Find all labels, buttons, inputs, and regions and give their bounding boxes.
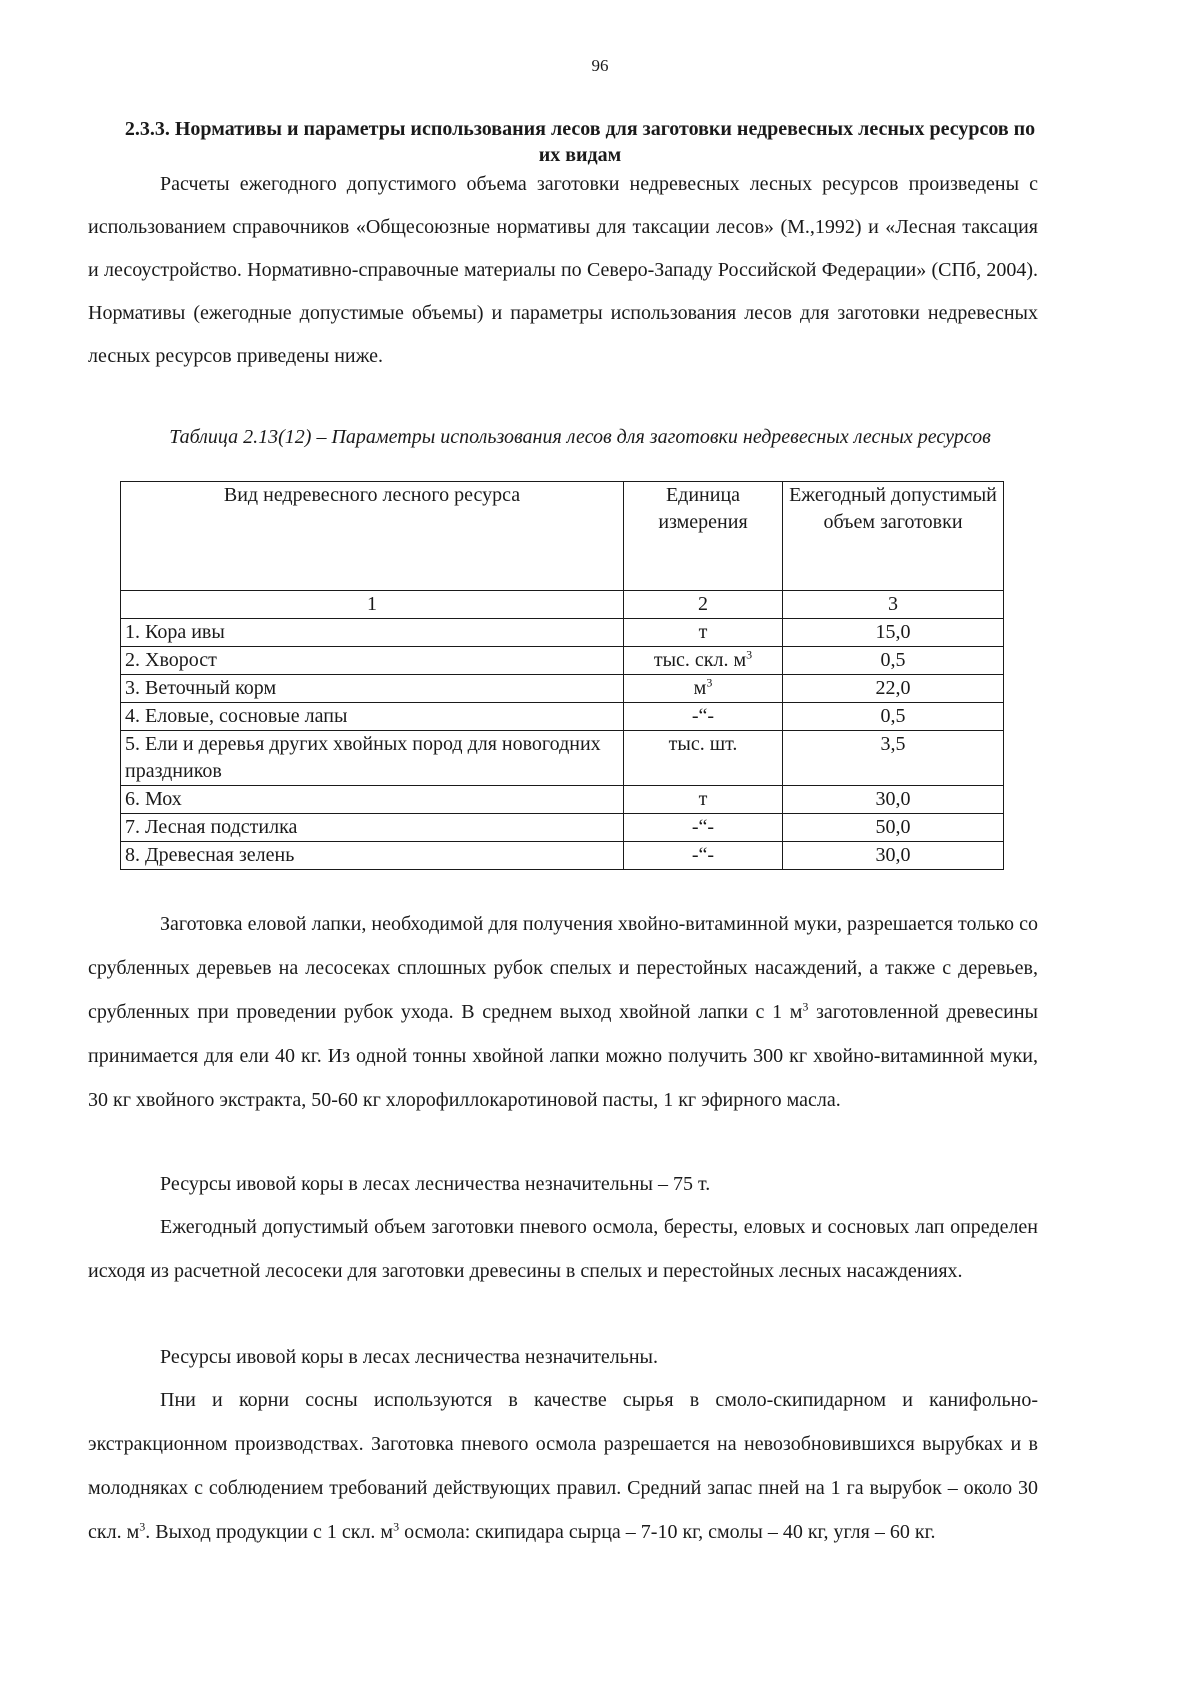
table-row: [121, 814, 1004, 842]
cell-volume: 0,5: [783, 703, 1004, 731]
superscript: 3: [139, 1519, 146, 1534]
header-unit: Единица измерения: [624, 482, 783, 591]
page-number: 96: [591, 56, 609, 75]
body-paragraph-stumps: [88, 1378, 1038, 1554]
body-paragraph-volume: Ежегодный допустимый объем заготовки пневого осмола, бересты, еловых и сосновых лап определен исходя из расчетной лесосеки для заготовки древесины в спелых и перестойных лесных насаждениях.: [88, 1216, 1038, 1282]
unit-text: т: [698, 621, 708, 643]
resources-table: [120, 481, 1004, 870]
paragraph-text: заготовленной древесины принимается для ели 40 кг. Из одной тонны хвойной лапки можно получить 300 кг хвойно-витаминной муки, 30 кг хвойного экстракта, 50-60 кг хлорофиллокаротиновой пасты, 1 кг эфирного масла.: [88, 1001, 1038, 1111]
cell-resource: 4. Еловые, сосновые лапы: [121, 703, 624, 731]
cell-unit: [624, 675, 783, 703]
superscript: 3: [393, 1519, 400, 1534]
unit-text: -“-: [691, 705, 715, 727]
header-resource: Вид недревесного лесного ресурса: [121, 482, 624, 591]
table-header-row: [121, 482, 1004, 591]
cell-volume: 3,5: [783, 731, 1004, 786]
unit-text: м: [693, 677, 707, 699]
unit-text: -“-: [691, 844, 715, 866]
table-row: [121, 731, 1004, 786]
cell-volume: 50,0: [783, 814, 1004, 842]
body-paragraph-spruce: [88, 902, 1038, 1122]
cell-volume: 15,0: [783, 619, 1004, 647]
cell-volume: 22,0: [783, 675, 1004, 703]
cell-unit: [624, 731, 783, 786]
table-caption: Таблица 2.13(12) – Параметры использования лесов для заготовки недревесных лесных ресурсов: [169, 426, 991, 448]
header-volume: Ежегодный допустимый объем заготовки: [783, 482, 1004, 591]
cell-resource: 6. Мох: [121, 786, 624, 814]
column-number-row: [121, 591, 1004, 619]
cell-unit: [624, 703, 783, 731]
cell-unit: [624, 619, 783, 647]
table-row: [121, 647, 1004, 675]
intro-paragraph: Расчеты ежегодного допустимого объема заготовки недревесных лесных ресурсов произведены с использованием справочников «Общесоюзные нормативы для таксации лесов» (М.,1992) и «Лесная таксация и лесоустройство. Нормативно-справочные материалы по Северо-Западу Российской Федерации» (СПб, 2004). Нормативы (ежегодные допустимые объемы) и параметры использования лесов для заготовки недревесных лесных ресурсов приведены ниже.: [88, 173, 1038, 367]
cell-resource: 2. Хворост: [121, 647, 624, 675]
paragraph-text: осмола: скипидара сырца – 7-10 кг, смолы – 40 кг, угля – 60 кг.: [399, 1521, 936, 1543]
column-number: 1: [121, 591, 624, 619]
body-paragraph-willow-2: Ресурсы ивовой коры в лесах лесничества незначительны.: [160, 1346, 658, 1368]
cell-unit: [624, 786, 783, 814]
table-row: [121, 842, 1004, 870]
cell-resource: 3. Веточный корм: [121, 675, 624, 703]
unit-text: тыс. шт.: [668, 733, 738, 755]
table-row: [121, 703, 1004, 731]
cell-unit: [624, 647, 783, 675]
paragraph-text: . Выход продукции с 1 скл. м: [145, 1521, 394, 1543]
body-paragraph-willow: Ресурсы ивовой коры в лесах лесничества незначительны – 75 т.: [160, 1173, 711, 1195]
unit-superscript: 3: [746, 647, 753, 662]
unit-text: тыс. скл. м: [653, 649, 747, 671]
cell-resource: 5. Ели и деревья других хвойных пород для новогодних праздников: [121, 731, 624, 786]
paragraph-text: Пни и корни сосны используются в качестве сырья в смоло-скипидарном и канифольно-экстракционном производствах. Заготовка пневого осмола разрешается на невозобновившихся вырубках и в молодняках с соблюдением требований действующих правил. Средний запас пней на 1 га вырубок – около 30 скл. м: [88, 1389, 1038, 1543]
cell-volume: 30,0: [783, 786, 1004, 814]
paragraph-text: Заготовка еловой лапки, необходимой для получения хвойно-витаминной муки, разрешается только со срубленных деревьев на лесосеках сплошных рубок спелых и перестойных насаждений, а также с деревьев, срубленных при проведении рубок ухода. В среднем выход хвойной лапки с 1 м: [88, 913, 1038, 1023]
unit-text: -“-: [691, 816, 715, 838]
cell-resource: 7. Лесная подстилка: [121, 814, 624, 842]
table-row: [121, 675, 1004, 703]
table-row: [121, 786, 1004, 814]
column-number: 2: [624, 591, 783, 619]
column-number: 3: [783, 591, 1004, 619]
cell-resource: 8. Древесная зелень: [121, 842, 624, 870]
unit-text: т: [698, 788, 708, 810]
cell-volume: 0,5: [783, 647, 1004, 675]
unit-superscript: 3: [706, 675, 713, 690]
cell-resource: 1. Кора ивы: [121, 619, 624, 647]
section-heading: 2.3.3. Нормативы и параметры использования лесов для заготовки недревесных лесных ресурсов по их видам: [124, 118, 1036, 166]
cell-volume: 30,0: [783, 842, 1004, 870]
cell-unit: [624, 842, 783, 870]
cell-unit: [624, 814, 783, 842]
table-row: [121, 619, 1004, 647]
superscript: 3: [802, 999, 809, 1014]
